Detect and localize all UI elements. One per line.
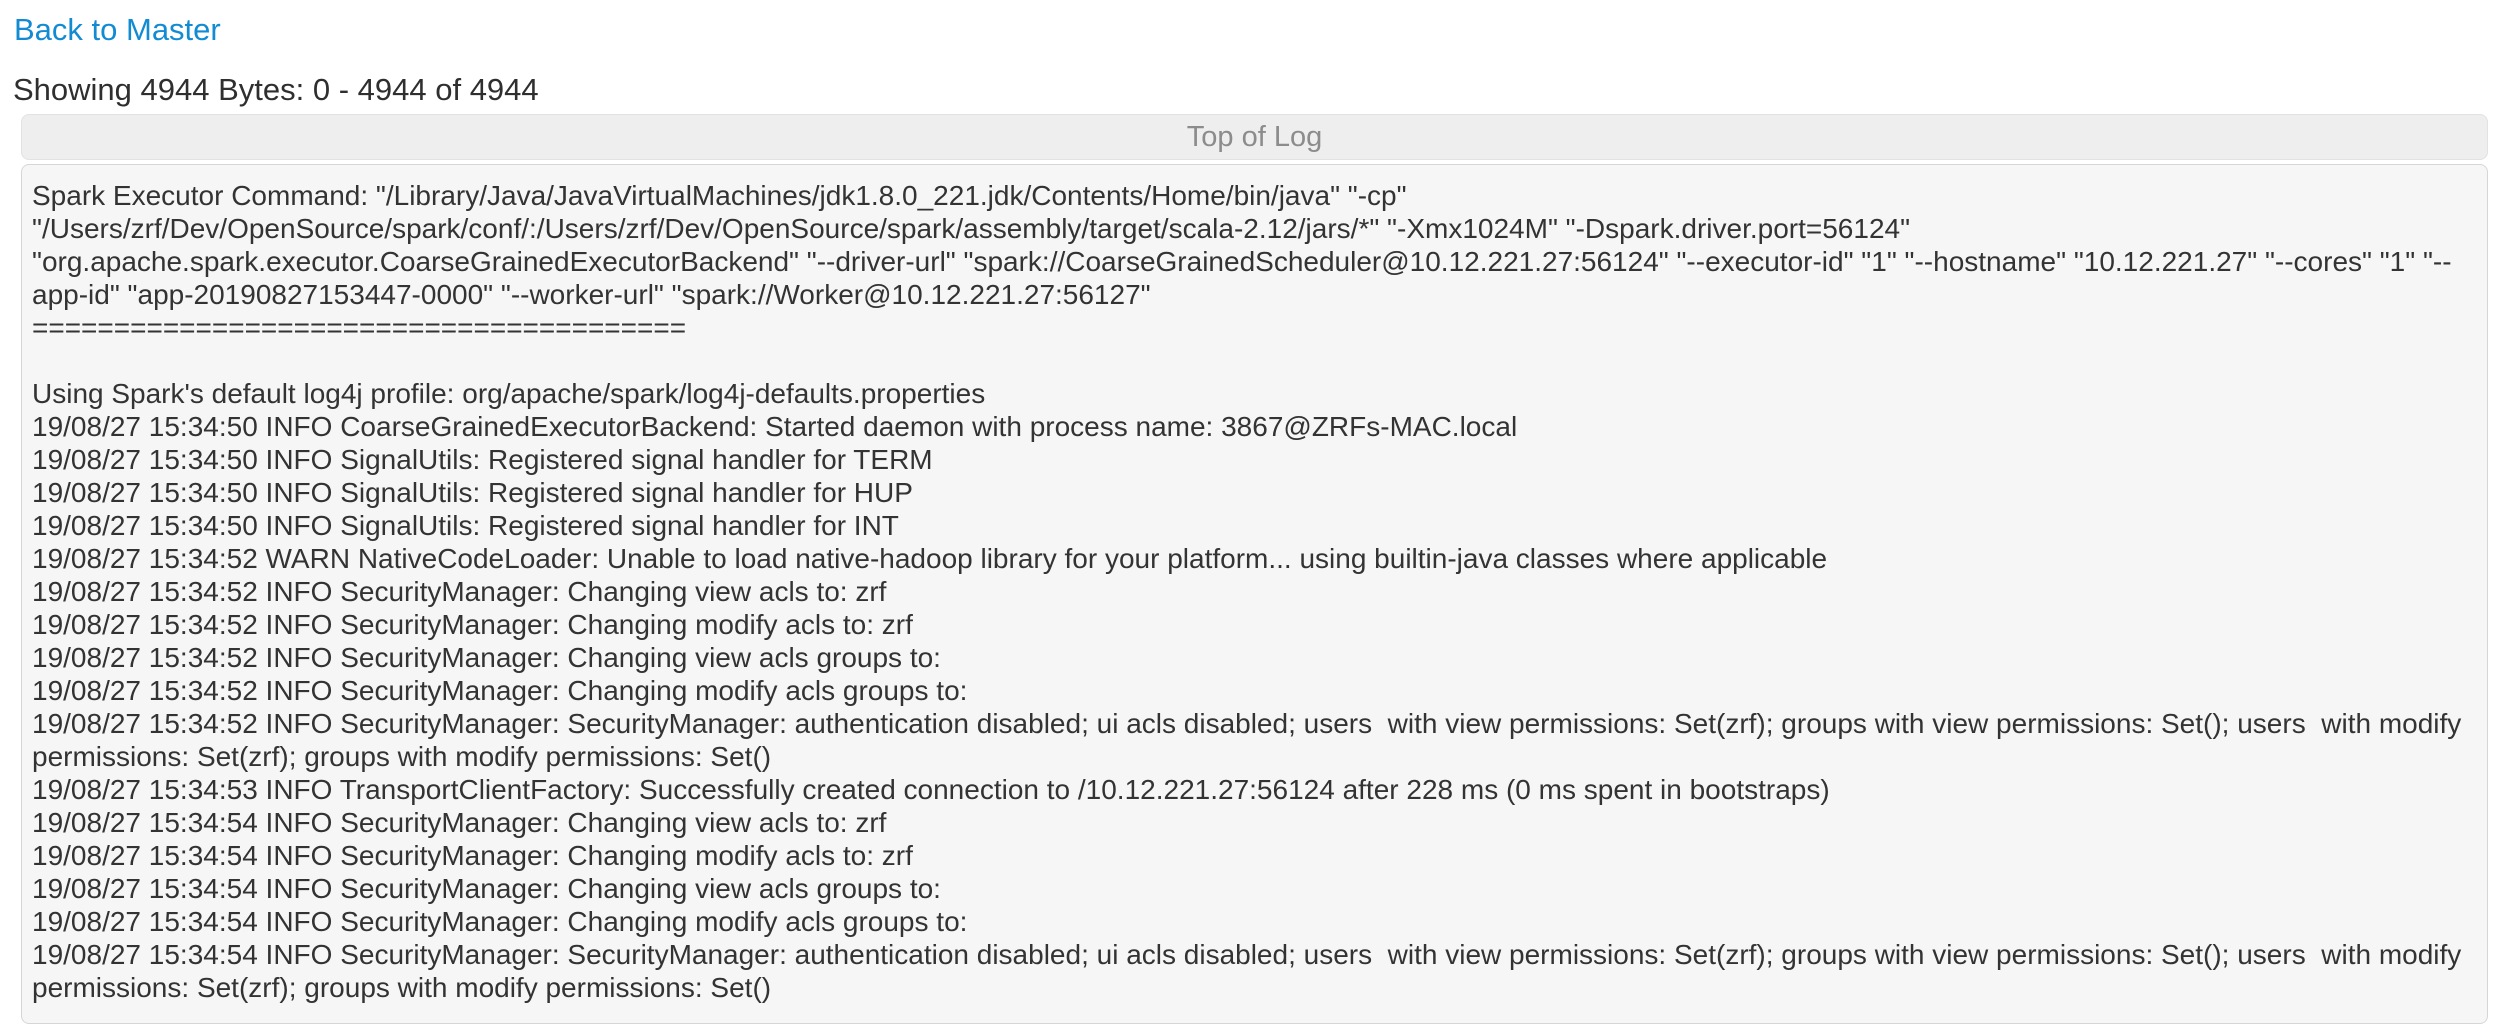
log-line: 19/08/27 15:34:54 INFO SecurityManager: Changing modify acls groups to:	[32, 906, 968, 937]
log-line: 19/08/27 15:34:54 INFO SecurityManager: Changing modify acls to: zrf	[32, 840, 913, 871]
log-line: 19/08/27 15:34:52 WARN NativeCodeLoader: Unable to load native-hadoop library for your platform... using builtin-java classes where applicable	[32, 543, 1828, 574]
log-line: 19/08/27 15:34:54 INFO SecurityManager: SecurityManager: authentication disabled; ui acls disabled; users with view permissions: Set(zrf); groups with view permissions: Set(); users with modify permissions: Set(zrf); groups with modify permissions: Set()	[32, 939, 2470, 1003]
log-line: Spark Executor Command: "/Library/Java/JavaVirtualMachines/jdk1.8.0_221.jdk/Contents/Home/bin/java" "-cp" "/Users/zrf/Dev/OpenSource/spark/conf/:/Users/zrf/Dev/OpenSource/spark/assembly/target/scala-2.12/jars/*" "-Xmx1024M" "-Dspark.driver.port=56124" "org.apache.spark.executor.CoarseGrainedExecutorBackend" "--driver-url" "spark://CoarseGrainedScheduler@10.12.221.27:56124" "--executor-id" "1" "--hostname" "10.12.221.27" "--cores" "1" "--app-id" "app-20190827153447-0000" "--worker-url" "spark://Worker@10.12.221.27:56127"	[32, 180, 2452, 310]
log-panel	[21, 164, 2488, 1024]
log-content	[32, 179, 2477, 1004]
log-line: 19/08/27 15:34:52 INFO SecurityManager: Changing view acls to: zrf	[32, 576, 887, 607]
log-line: 19/08/27 15:34:52 INFO SecurityManager: Changing view acls groups to:	[32, 642, 941, 673]
log-header-title: Top of Log	[1186, 120, 1323, 153]
log-line: 19/08/27 15:34:54 INFO SecurityManager: Changing view acls to: zrf	[32, 807, 887, 838]
back-to-master-link[interactable]: Back to Master	[14, 12, 221, 47]
log-line: 19/08/27 15:34:50 INFO CoarseGrainedExecutorBackend: Started daemon with process name: 3867@ZRFs-MAC.local	[32, 411, 1518, 442]
log-line: 19/08/27 15:34:52 INFO SecurityManager: SecurityManager: authentication disabled; ui acls disabled; users with view permissions: Set(zrf); groups with view permissions: Set(); users with modify permissions: Set(zrf); groups with modify permissions: Set()	[32, 708, 2470, 772]
log-line: 19/08/27 15:34:54 INFO SecurityManager: Changing view acls groups to:	[32, 873, 941, 904]
log-line: 19/08/27 15:34:53 INFO TransportClientFactory: Successfully created connection to /10.12.221.27:56124 after 228 ms (0 ms spent in bootstraps)	[32, 774, 1830, 805]
log-line: 19/08/27 15:34:52 INFO SecurityManager: Changing modify acls to: zrf	[32, 609, 913, 640]
bytes-summary: Showing 4944 Bytes: 0 - 4944 of 4944	[13, 72, 539, 107]
log-line: Using Spark's default log4j profile: org/apache/spark/log4j-defaults.properties	[32, 378, 986, 409]
log-header-bar	[21, 114, 2488, 160]
log-line	[32, 344, 2477, 377]
log-line: 19/08/27 15:34:50 INFO SignalUtils: Registered signal handler for TERM	[32, 444, 933, 475]
log-line: 19/08/27 15:34:52 INFO SecurityManager: Changing modify acls groups to:	[32, 675, 968, 706]
log-line: ========================================	[32, 312, 687, 343]
log-line: 19/08/27 15:34:50 INFO SignalUtils: Registered signal handler for HUP	[32, 477, 913, 508]
log-line: 19/08/27 15:34:50 INFO SignalUtils: Registered signal handler for INT	[32, 510, 899, 541]
